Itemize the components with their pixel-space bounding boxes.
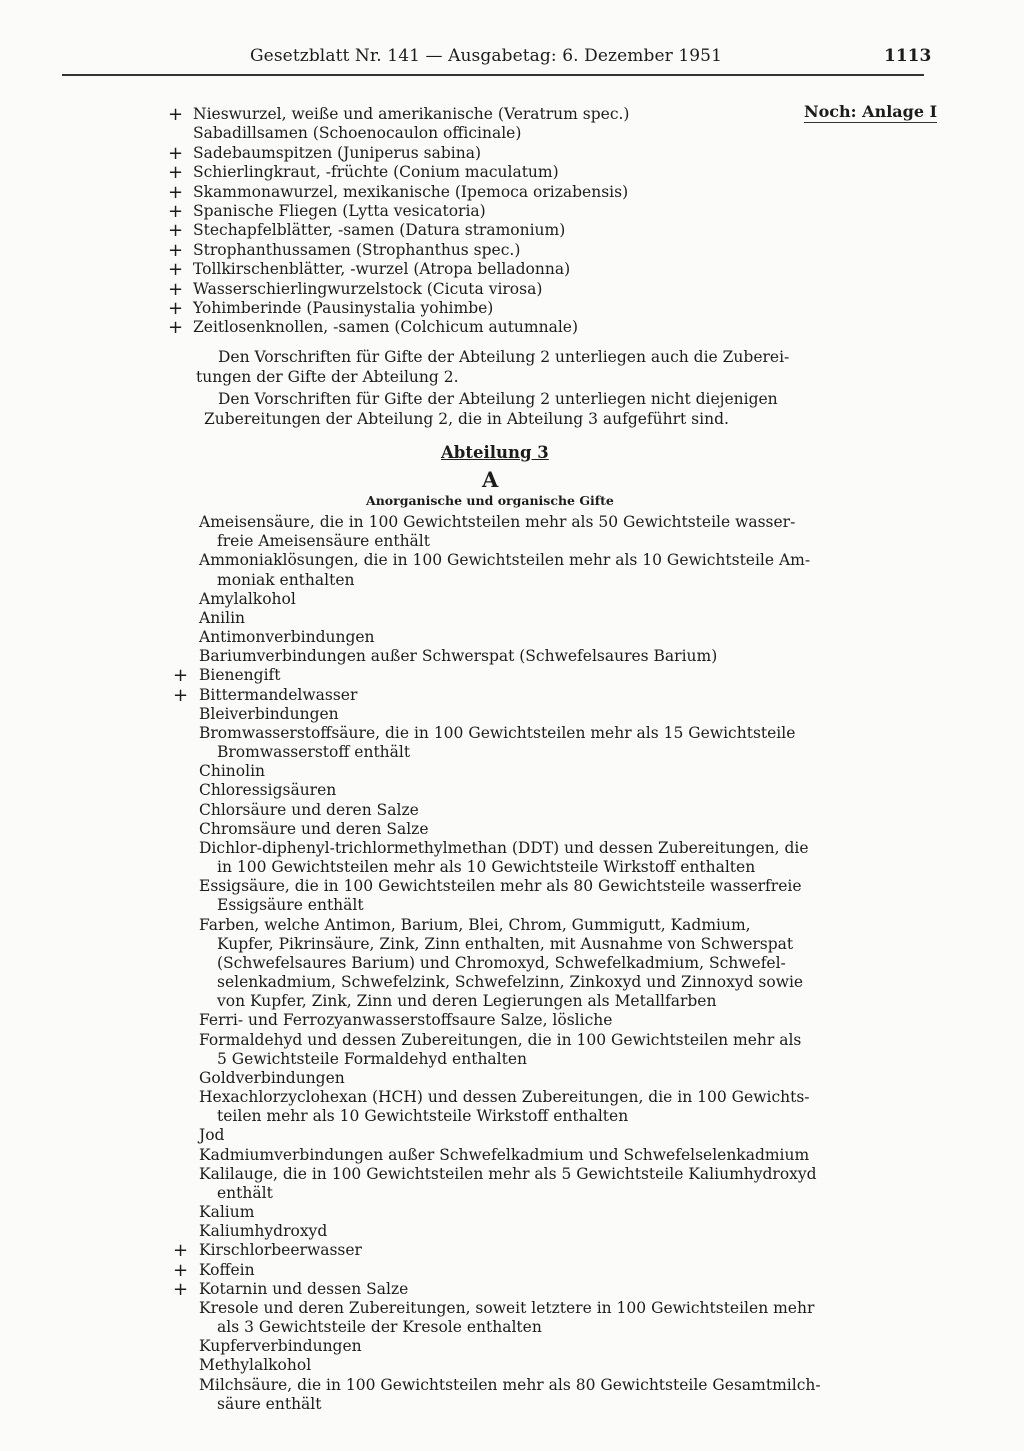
- list-item: Bleiverbindungen: [199, 704, 339, 723]
- header-divider: [62, 74, 924, 76]
- list-item: Farben, welche Antimon, Barium, Blei, Chrom, Gummigutt, Kadmium,: [199, 915, 751, 934]
- list-item: von Kupfer, Zink, Zinn und deren Legierungen als Metallfarben: [217, 992, 717, 1011]
- list-item: Kadmiumverbindungen außer Schwefelkadmium und Schwefelselenkadmium: [199, 1145, 810, 1164]
- paragraph-1-line-1: Den Vorschriften für Gifte der Abteilung 2 unterliegen auch die Zuberei-: [218, 348, 790, 366]
- list-item-mark: +: [168, 259, 184, 281]
- list-item: Skammonawurzel, mexikanische (Ipemoca orizabensis): [193, 182, 629, 201]
- paragraph-2-line-2: Zubereitungen der Abteilung 2, die in Abteilung 3 aufgeführt sind.: [204, 410, 729, 428]
- list-item: Essigsäure, die in 100 Gewichtsteilen mehr als 80 Gewichtsteile wasserfreie: [199, 877, 802, 896]
- page-header-title: Gesetzblatt Nr. 141 — Ausgabetag: 6. Dezember 1951: [250, 46, 723, 66]
- list-item: Chromsäure und deren Salze: [199, 819, 429, 838]
- list-item: selenkadmium, Schwefelzink, Schwefelzinn, Zinkoxyd und Zinnoxyd sowie: [217, 973, 804, 992]
- list-item-mark: +: [168, 104, 184, 125]
- list-item-mark: +: [173, 665, 189, 687]
- section-letter: A: [482, 467, 499, 492]
- list-item: Kupfer, Pikrinsäure, Zink, Zinn enthalten, mit Ausnahme von Schwerspat: [217, 934, 794, 953]
- list-item-mark: +: [168, 162, 184, 184]
- list-item: Kupferverbindungen: [199, 1337, 362, 1356]
- list-item-mark: +: [168, 298, 184, 319]
- list-item: in 100 Gewichtsteilen mehr als 10 Gewichtsteile Wirkstoff enthalten: [217, 858, 756, 877]
- list-item-mark: +: [168, 181, 184, 203]
- list-item-mark: +: [173, 1278, 189, 1300]
- list-item-mark: +: [173, 1240, 189, 1262]
- paragraph-2-line-1: Den Vorschriften für Gifte der Abteilung 2 unterliegen nicht diejenigen: [218, 390, 778, 408]
- list-item: säure enthält: [217, 1394, 322, 1413]
- list-item: freie Ameisensäure enthält: [217, 532, 430, 551]
- list-item: moniak enthalten: [217, 570, 355, 589]
- list-item-mark: +: [168, 239, 184, 261]
- list-item: Bittermandelwasser: [199, 685, 358, 704]
- subsection-title: Anorganische und organische Gifte: [366, 493, 614, 508]
- list-item: Koffein: [199, 1260, 255, 1279]
- list-item: Jod: [199, 1126, 225, 1145]
- list-item: Chloressigsäuren: [199, 781, 337, 800]
- list-item-mark: +: [168, 220, 184, 242]
- list-item: enthält: [217, 1183, 273, 1202]
- list-item: Milchsäure, die in 100 Gewichtsteilen mehr als 80 Gewichtsteile Gesamtmilch-: [199, 1375, 821, 1394]
- list-item: Wasserschierlingwurzelstock (Cicuta virosa): [193, 279, 543, 298]
- list-item: Schierlingkraut, -früchte (Conium maculatum): [193, 163, 559, 182]
- list-item: Bromwasserstoffsäure, die in 100 Gewichtsteilen mehr als 15 Gewichtsteile: [199, 723, 796, 742]
- list-item: Spanische Fliegen (Lytta vesicatoria): [193, 202, 486, 220]
- list-item: Bariumverbindungen außer Schwerspat (Schwefelsaures Barium): [199, 647, 718, 666]
- list-item-mark: +: [168, 278, 184, 300]
- list-item: Methylalkohol: [199, 1356, 312, 1375]
- list-item-mark: +: [168, 317, 184, 339]
- list-item: Amylalkohol: [199, 589, 296, 608]
- paragraph-1-line-2: tungen der Gifte der Abteilung 2.: [196, 368, 459, 386]
- list-item: Ameisensäure, die in 100 Gewichtsteilen mehr als 50 Gewichtsteile wasser-: [199, 513, 796, 531]
- list-item: Kresole und deren Zubereitungen, soweit letztere in 100 Gewichtsteilen mehr: [199, 1298, 815, 1317]
- list-item: Dichlor-diphenyl-trichlormethylmethan (DDT) und dessen Zubereitungen, die: [199, 838, 809, 857]
- list-item: Strophanthussamen (Strophanthus spec.): [193, 240, 521, 259]
- list-item: Sabadillsamen (Schoenocaulon officinale): [193, 124, 522, 143]
- list-item: Ammoniaklösungen, die in 100 Gewichtsteilen mehr als 10 Gewichtsteile Am-: [199, 551, 811, 570]
- list-item: teilen mehr als 10 Gewichtsteile Wirkstoff enthalten: [217, 1107, 629, 1126]
- list-item-mark: +: [173, 684, 189, 706]
- list-item: Chlorsäure und deren Salze: [199, 800, 419, 819]
- list-item: Kotarnin und dessen Salze: [199, 1279, 409, 1298]
- anlage-label: Noch: Anlage I: [804, 102, 938, 121]
- list-item: Kirschlorbeerwasser: [199, 1241, 362, 1260]
- list-item-mark: +: [168, 142, 184, 164]
- list-item: Bromwasserstoff enthält: [217, 743, 411, 762]
- list-item: Goldverbindungen: [199, 1068, 345, 1087]
- list-item-mark: +: [173, 1259, 189, 1281]
- list-item: Ferri- und Ferrozyanwasserstoffsaure Salze, lösliche: [199, 1011, 613, 1030]
- list-item: Anilin: [199, 608, 246, 627]
- list-item: Kalilauge, die in 100 Gewichtsteilen mehr als 5 Gewichtsteile Kaliumhydroxyd: [199, 1164, 817, 1183]
- list-item: Stechapfelblätter, -samen (Datura stramonium): [193, 221, 566, 240]
- list-item: Chinolin: [199, 762, 266, 781]
- page-number: 1113: [884, 46, 932, 66]
- list-item: (Schwefelsaures Barium) und Chromoxyd, Schwefelkadmium, Schwefel-: [217, 953, 786, 972]
- list-item: Zeitlosenknollen, -samen (Colchicum autumnale): [193, 318, 579, 337]
- list-item: 5 Gewichtsteile Formaldehyd enthalten: [217, 1049, 528, 1068]
- list-item: Essigsäure enthält: [217, 896, 364, 915]
- list-item: Hexachlorzyclohexan (HCH) und dessen Zubereitungen, die in 100 Gewichts-: [199, 1088, 810, 1107]
- list-item: als 3 Gewichtsteile der Kresole enthalten: [217, 1318, 542, 1337]
- list-item: Kaliumhydroxyd: [199, 1222, 328, 1241]
- list-item: Bienengift: [199, 666, 281, 685]
- list-item: Antimonverbindungen: [199, 628, 375, 647]
- section-title: Abteilung 3: [441, 443, 549, 462]
- list-item: Tollkirschenblätter, -wurzel (Atropa belladonna): [193, 260, 571, 279]
- list-item: Formaldehyd und dessen Zubereitungen, die in 100 Gewichtsteilen mehr als: [199, 1030, 802, 1049]
- list-item-mark: +: [168, 201, 184, 222]
- list-item: Sadebaumspitzen (Juniperus sabina): [193, 143, 482, 162]
- list-item: Yohimberinde (Pausinystalia yohimbe): [193, 299, 494, 317]
- list-item: Kalium: [199, 1203, 255, 1222]
- list-item: Nieswurzel, weiße und amerikanische (Veratrum spec.): [193, 105, 630, 123]
